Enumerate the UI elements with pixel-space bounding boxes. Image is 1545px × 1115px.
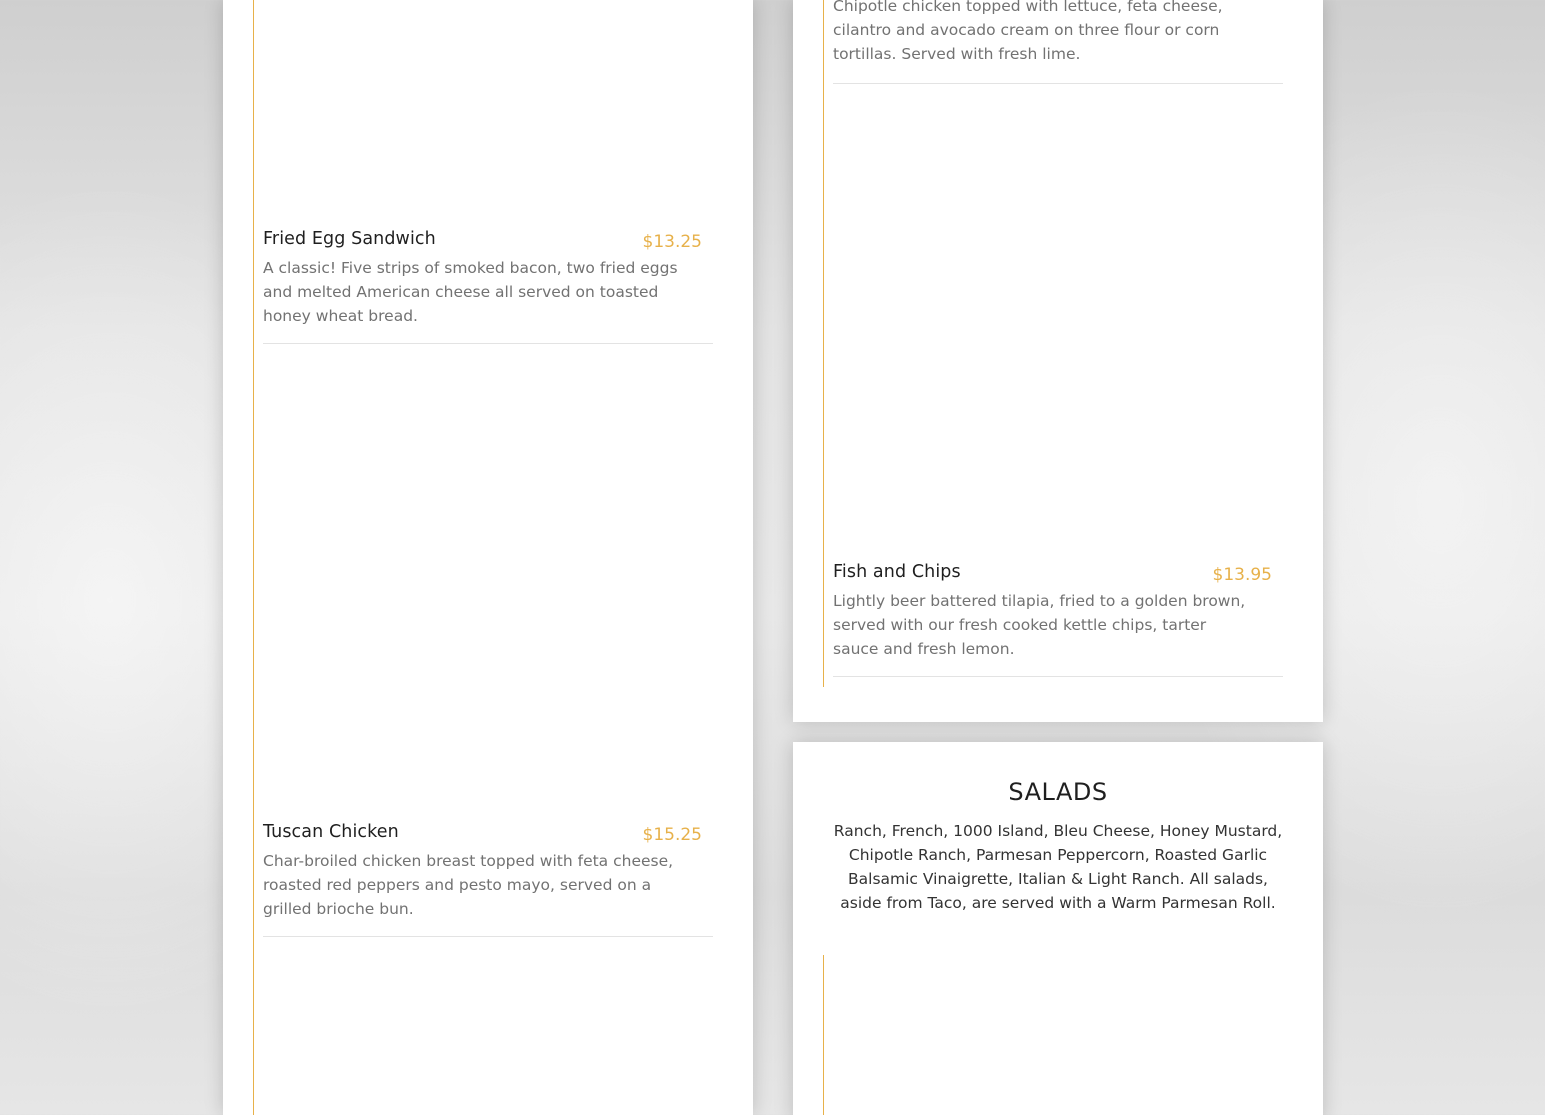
item-price: $13.25 bbox=[642, 232, 702, 252]
item-price: $13.95 bbox=[1212, 565, 1272, 585]
item-description: Chipotle chicken topped with lettuce, feta cheese, cilantro and avocado cream on three flour or corn tortillas. Served with fresh lime. bbox=[833, 0, 1223, 63]
accent-rule-right-top bbox=[823, 0, 824, 687]
menu-item-tuscan-chicken bbox=[263, 822, 713, 937]
menu-panel-salads bbox=[793, 742, 1323, 1115]
item-description: Char-broiled chicken breast topped with feta cheese, roasted red peppers and pesto mayo, served on a grilled brioche bun. bbox=[263, 852, 674, 918]
section-note: Ranch, French, 1000 Island, Bleu Cheese, Honey Mustard, Chipotle Ranch, Parmesan Peppercorn, Roasted Garlic Balsamic Vinaigrette, Italian & Light Ranch. All salads, aside from Taco, are served with a Warm Parmesan Roll. bbox=[833, 822, 1283, 912]
menu-item-fish-and-chips bbox=[833, 562, 1283, 677]
item-price: $15.25 bbox=[642, 825, 702, 845]
menu-item-fried-egg-sandwich bbox=[263, 229, 713, 344]
menu-panel-right-top bbox=[793, 0, 1323, 722]
accent-rule-salads bbox=[823, 955, 824, 1115]
item-name: Fish and Chips bbox=[833, 562, 961, 582]
item-description: A classic! Five strips of smoked bacon, two fried eggs and melted American cheese all served on toasted honey wheat bread. bbox=[263, 259, 678, 325]
section-title: SALADS bbox=[1008, 778, 1108, 806]
item-description: Lightly beer battered tilapia, fried to a golden brown, served with our fresh cooked kettle chips, tarter sauce and fresh lemon. bbox=[833, 592, 1246, 658]
accent-rule-left bbox=[253, 0, 254, 1115]
item-name: Fried Egg Sandwich bbox=[263, 229, 436, 249]
menu-item-partial bbox=[833, 0, 1283, 84]
menu-panel-left bbox=[223, 0, 753, 1115]
item-name: Tuscan Chicken bbox=[263, 822, 399, 842]
